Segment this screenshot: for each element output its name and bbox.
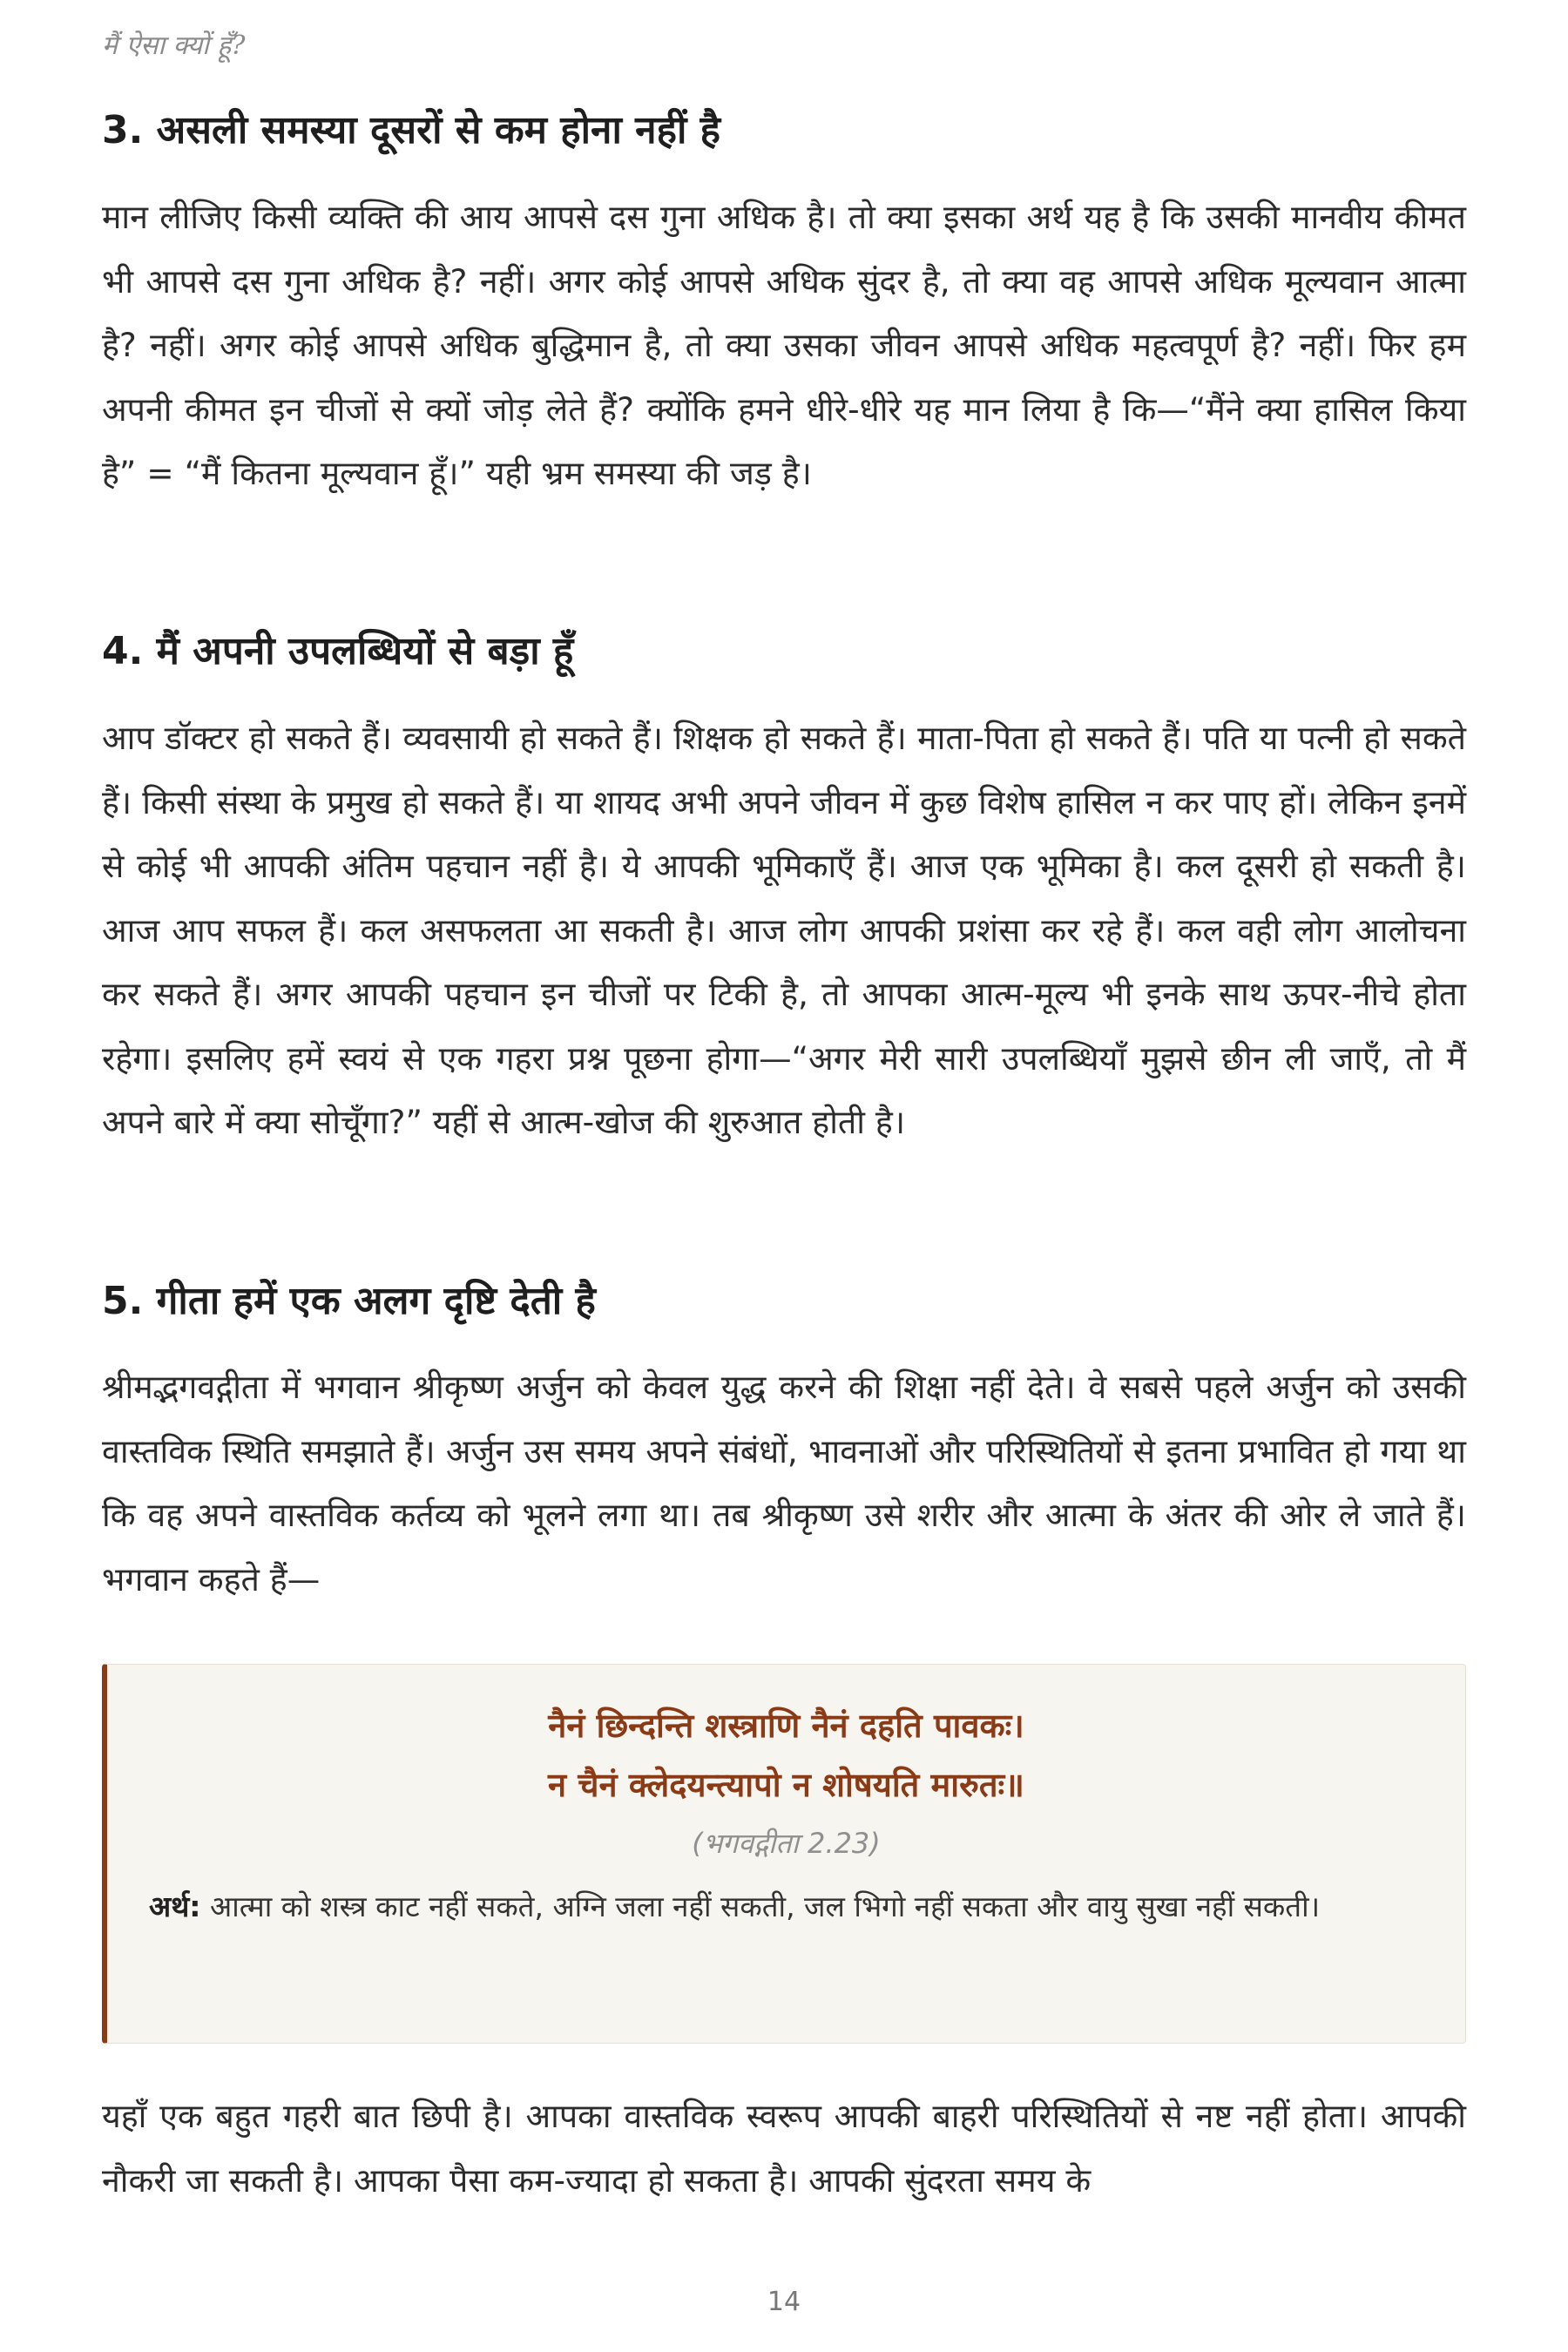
running-header: मैं ऐसा क्यों हूँ? [102, 30, 246, 61]
verse-meaning [149, 1882, 1426, 1931]
section-5-paragraph: श्रीमद्भगवद्गीता में भगवान श्रीकृष्ण अर्जुन को केवल युद्ध करने की शिक्षा नहीं देते। वे सबसे पहले अर्जुन को उसकी वास्तविक स्थिति समझाते हैं। अर्जुन उस समय अपने संबंधों, भावनाओं और परिस्थितियों से इतना प्रभावित हो गया था कि वह अपने वास्तविक कर्तव्य को भूलने लगा था। तब श्रीकृष्ण उसे शरीर और आत्मा के अंतर की ओर ले जाते हैं। भगवान कहते हैं— [102, 1368, 1466, 1598]
section-4-heading: 4. मैं अपनी उपलब्धियों से बड़ा हूँ [102, 629, 574, 673]
section-3-heading: 3. असली समस्या दूसरों से कम होना नहीं है [102, 108, 721, 152]
closing-paragraph: यहाँ एक बहुत गहरी बात छिपी है। आपका वास्तविक स्वरूप आपकी बाहरी परिस्थितियों से नष्ट नहीं होता। आपकी नौकरी जा सकती है। आपका पैसा कम-ज्यादा हो सकता है। आपकी सुंदरता समय के [102, 2097, 1466, 2200]
verse-box [102, 1664, 1466, 2044]
verse-meaning-text: आत्मा को शस्त्र काट नहीं सकते, अग्नि जला नहीं सकती, जल भिगो नहीं सकता और वायु सुखा नहीं सकती। [200, 1889, 1321, 1923]
section-3-paragraph: मान लीजिए किसी व्यक्ति की आय आपसे दस गुना अधिक है। तो क्या इसका अर्थ यह है कि उसकी मानवीय कीमत भी आपसे दस गुना अधिक है? नहीं। अगर कोई आपसे अधिक सुंदर है, तो क्या वह आपसे अधिक मूल्यवान आत्मा है? नहीं। अगर कोई आपसे अधिक बुद्धिमान है, तो क्या उसका जीवन आपसे अधिक महत्वपूर्ण है? नहीं। फिर हम अपनी कीमत इन चीजों से क्यों जोड़ लेते हैं? क्योंकि हमने धीरे-धीरे यह मान लिया है कि—“मैंने क्या हासिल किया है” = “मैं कितना मूल्यवान हूँ।” यही भ्रम समस्या की जड़ है। [102, 198, 1466, 492]
verse-line-1: नैनं छिन्दन्ति शस्त्राणि नैनं दहति पावकः। [548, 1707, 1024, 1745]
section-4-paragraph: आप डॉक्टर हो सकते हैं। व्यवसायी हो सकते हैं। शिक्षक हो सकते हैं। माता-पिता हो सकते हैं। पति या पत्नी हो सकते हैं। किसी संस्था के प्रमुख हो सकते हैं। या शायद अभी अपने जीवन में कुछ विशेष हासिल न कर पाए हों। लेकिन इनमें से कोई भी आपकी अंतिम पहचान नहीं है। ये आपकी भूमिकाएँ हैं। आज एक भूमिका है। कल दूसरी हो सकती है। आज आप सफल हैं। कल असफलता आ सकती है। आज लोग आपकी प्रशंसा कर रहे हैं। कल वही लोग आलोचना कर सकते हैं। अगर आपकी पहचान इन चीजों पर टिकी है, तो आपका आत्म-मूल्य भी इनके साथ ऊपर-नीचे होता रहेगा। इसलिए हमें स्वयं से एक गहरा प्रश्न पूछना होगा—“अगर मेरी सारी उपलब्धियाँ मुझसे छीन ली जाएँ, तो मैं अपने बारे में क्या सोचूँगा?” यहीं से आत्म-खोज की शुरुआत होती है। [102, 719, 1467, 1141]
verse-reference: (भगवद्गीता 2.23) [692, 1827, 881, 1860]
verse-meaning-label: अर्थ: [149, 1889, 201, 1923]
page-number: 14 [767, 2287, 801, 2317]
verse-line-2: न चैनं क्लेदयन्त्यापो न शोषयति मारुतः॥ [548, 1766, 1024, 1804]
section-5-heading: 5. गीता हमें एक अलग दृष्टि देती है [102, 1279, 596, 1323]
